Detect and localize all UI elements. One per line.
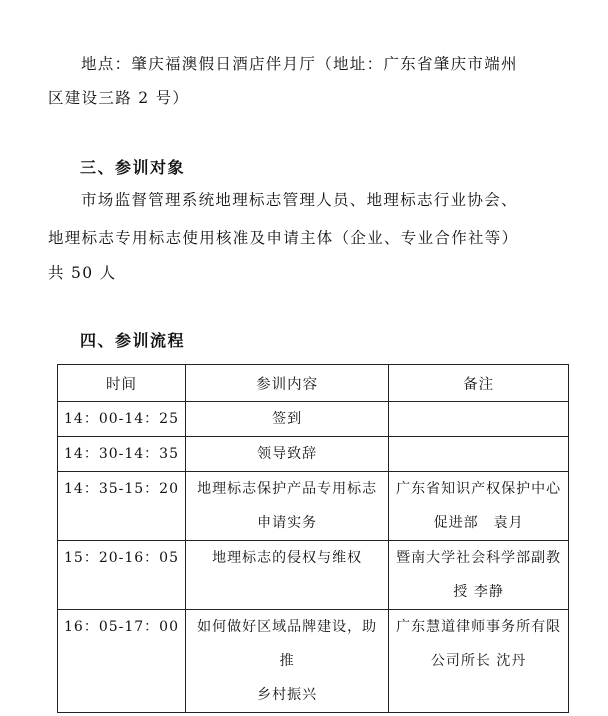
section-3-line-3: 共 50 人	[48, 264, 117, 282]
row-content	[186, 472, 389, 541]
row-time: 14：00-14：25	[58, 402, 186, 437]
row-content	[186, 610, 389, 713]
row-note	[389, 402, 569, 437]
row-content-line: 如何做好区域品牌建设，助推	[197, 619, 378, 669]
venue-line-2: 区建设三路 2 号）	[48, 89, 190, 107]
schedule-table	[57, 364, 569, 713]
row-note-line: 授 李静	[453, 584, 504, 600]
row-time: 16：05-17：00	[58, 610, 186, 713]
table-row	[58, 472, 569, 541]
row-note-line: 暨南大学社会科学部副教	[396, 550, 562, 566]
row-content-line: 乡村振兴	[257, 687, 318, 703]
header-time: 时间	[58, 365, 186, 402]
row-content	[186, 541, 389, 610]
row-note	[389, 437, 569, 472]
row-note-line: 广东慧道律师事务所有限	[396, 619, 562, 635]
row-content-line: 申请实务	[257, 515, 318, 531]
row-content	[186, 437, 389, 472]
row-content	[186, 402, 389, 437]
table-row	[58, 402, 569, 437]
row-note	[389, 472, 569, 541]
row-content-line: 领导致辞	[257, 446, 318, 462]
table-row	[58, 541, 569, 610]
row-note	[389, 541, 569, 610]
section-3-heading: 三、参训对象	[80, 158, 186, 177]
section-3-line-1: 市场监督管理系统地理标志管理人员、地理标志行业协会、	[81, 191, 518, 209]
table-row	[58, 610, 569, 713]
table-row	[58, 437, 569, 472]
row-note-line: 促进部 袁月	[433, 515, 524, 531]
row-content-line: 签到	[272, 411, 303, 427]
row-time: 14：30-14：35	[58, 437, 186, 472]
row-note-line: 广东省知识产权保护中心	[396, 481, 562, 497]
row-time: 14：35-15：20	[58, 472, 186, 541]
header-content: 参训内容	[186, 365, 389, 402]
section-4-heading: 四、参训流程	[80, 331, 186, 350]
row-content-line: 地理标志保护产品专用标志	[197, 481, 378, 497]
venue-line-1: 地点：肇庆福澳假日酒店伴月厅（地址：广东省肇庆市端州	[81, 55, 518, 73]
row-note-line: 公司所长 沈丹	[430, 653, 527, 669]
table-header-row	[58, 365, 569, 402]
row-content-line: 地理标志的侵权与维权	[212, 550, 363, 566]
section-3-line-2: 地理标志专用标志使用核准及申请主体（企业、专业合作社等）	[48, 229, 519, 247]
header-note: 备注	[389, 365, 569, 402]
row-time: 15：20-16：05	[58, 541, 186, 610]
row-note	[389, 610, 569, 713]
